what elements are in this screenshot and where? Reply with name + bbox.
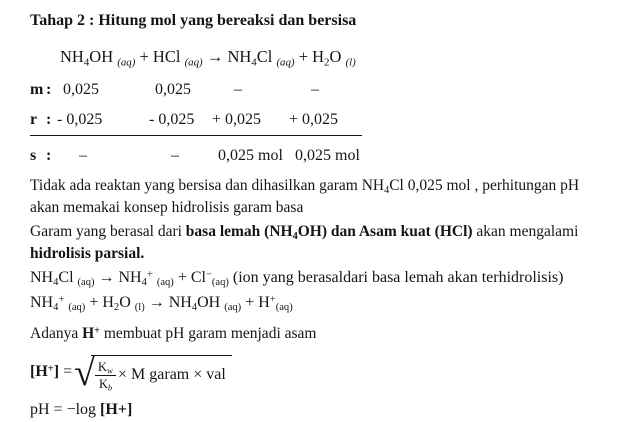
ice-cell: –	[79, 146, 87, 164]
ice-cell: + 0,025	[212, 110, 262, 128]
ice-cell: + 0,025	[289, 110, 339, 128]
ice-cell: –	[171, 146, 179, 164]
ice-cell: - 0,025	[57, 110, 103, 128]
ice-cell: –	[234, 81, 242, 99]
ph-formula: pH = −log [H+]	[30, 400, 133, 418]
ice-cell: 0,025 mol	[295, 146, 360, 164]
hydrolysis-dissociation-equation: $NH_4Cl$ $_{(aq)} \to NH_4^+$ $_{(aq)} + Cl^-_{(aq)}$ (ion yang berasaldari basa lemah akan terhidrolisis)	[30, 269, 564, 289]
paragraph-acidic-note: Adanya H+ membuat pH garam menjadi asam	[30, 324, 317, 342]
square-root	[74, 351, 232, 394]
ice-table	[30, 79, 615, 167]
ice-row-colon: :	[46, 146, 52, 164]
kw-kb-fraction	[95, 360, 116, 391]
formula-lhs: [H+] =	[30, 363, 73, 381]
radical-sign-icon: √	[74, 351, 96, 394]
ice-cell: –	[311, 81, 319, 99]
page-title: Tahap 2 : Hitung mol yang bereaksi dan bersisa	[30, 12, 357, 29]
ice-row-label: m	[30, 81, 44, 99]
reaction-equation: $NH_4OH$ $_{(aq)}$ + HCl $_{(aq)} \to NH_4Cl$ $_{(aq)} + H_2O$ $_{(l)}$	[60, 46, 356, 68]
ice-cell: 0,025	[155, 81, 191, 99]
ice-row-colon: :	[46, 110, 52, 128]
ice-row-label: r	[30, 110, 38, 128]
hydrolysis-ion-equation: $NH_4^+$ $_{(aq)} + H_2O$ $_{(l)} \to NH_4OH$ $_{(aq)} + H^+_{(aq)}$	[30, 294, 293, 314]
ice-row-react	[30, 109, 362, 136]
ice-row-colon: :	[46, 81, 52, 99]
ice-cell: 0,025 mol	[218, 146, 283, 164]
radicand	[91, 355, 232, 391]
fraction-denominator: $K_b$	[98, 376, 113, 393]
h-concentration-formula	[30, 351, 615, 394]
radicand-rest: × M garam × val	[118, 365, 226, 383]
ice-row-remaining	[30, 145, 362, 168]
paragraph-no-remaining: Tidak ada reaktan yang bersisa dan dihasilkan garam $NH_4Cl$ 0,025 mol , perhitungan pH akan memakai konsep hidrolisis garam basa	[30, 177, 580, 217]
ice-cell: 0,025	[63, 81, 99, 99]
ice-row-initial	[30, 79, 362, 102]
ice-cell: - 0,025	[149, 110, 195, 128]
ice-row-label: s	[30, 146, 37, 164]
paragraph-salt-origin: Garam yang berasal dari basa lemah $(NH_4OH)$ dan Asam kuat (HCl) akan mengalami hidrolisis parsial.	[30, 223, 579, 263]
fraction-numerator: $K_w$	[95, 360, 116, 376]
